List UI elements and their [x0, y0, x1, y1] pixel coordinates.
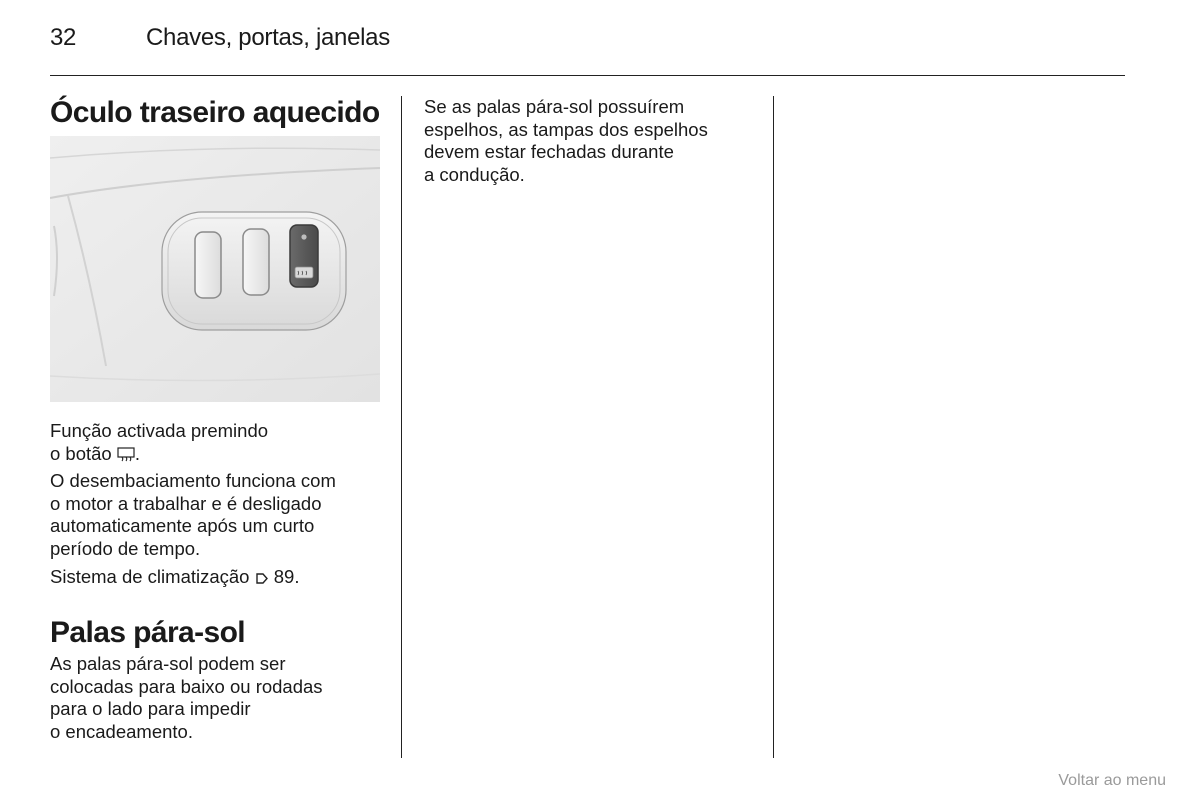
paragraph-climate-reference	[50, 566, 380, 592]
paragraph-activation	[50, 420, 380, 468]
column-divider-left	[401, 96, 402, 758]
page-number: 32	[50, 24, 77, 51]
paragraph-vanity-mirrors: Se as palas pára-sol possuírem espelhos, as tampas dos espelhos devem estar fechadas durante a condução.	[424, 96, 708, 185]
paragraph-activation-end: .	[134, 442, 141, 464]
page-reference-arrow-icon[interactable]	[255, 569, 269, 592]
column-divider-right	[773, 96, 774, 758]
rear-window-heater-icon	[117, 446, 135, 469]
climate-reference-text: Sistema de climatização	[50, 566, 255, 587]
header-rule	[50, 75, 1125, 76]
switch-panel-illustration	[50, 136, 380, 402]
back-to-menu-link[interactable]: Voltar ao menu	[1058, 772, 1166, 789]
section-title-heated-rear-window: Óculo traseiro aquecido	[50, 96, 380, 129]
paragraph-activation-line2: o botão	[50, 442, 117, 464]
paragraph-activation-line1: Função activada premindo	[50, 420, 269, 441]
climate-reference-page[interactable]: 89.	[268, 566, 300, 587]
paragraph-defrost-operation: O desembaciamento funciona com o motor a trabalhar e é desligado automaticamente após um curto período de tempo.	[50, 470, 336, 559]
section-title-sun-visors: Palas pára-sol	[50, 616, 246, 649]
chapter-title: Chaves, portas, janelas	[146, 24, 390, 51]
paragraph-sun-visors: As palas pára-sol podem ser colocadas para baixo ou rodadas para o lado para impedir o encadeamento.	[50, 653, 323, 742]
